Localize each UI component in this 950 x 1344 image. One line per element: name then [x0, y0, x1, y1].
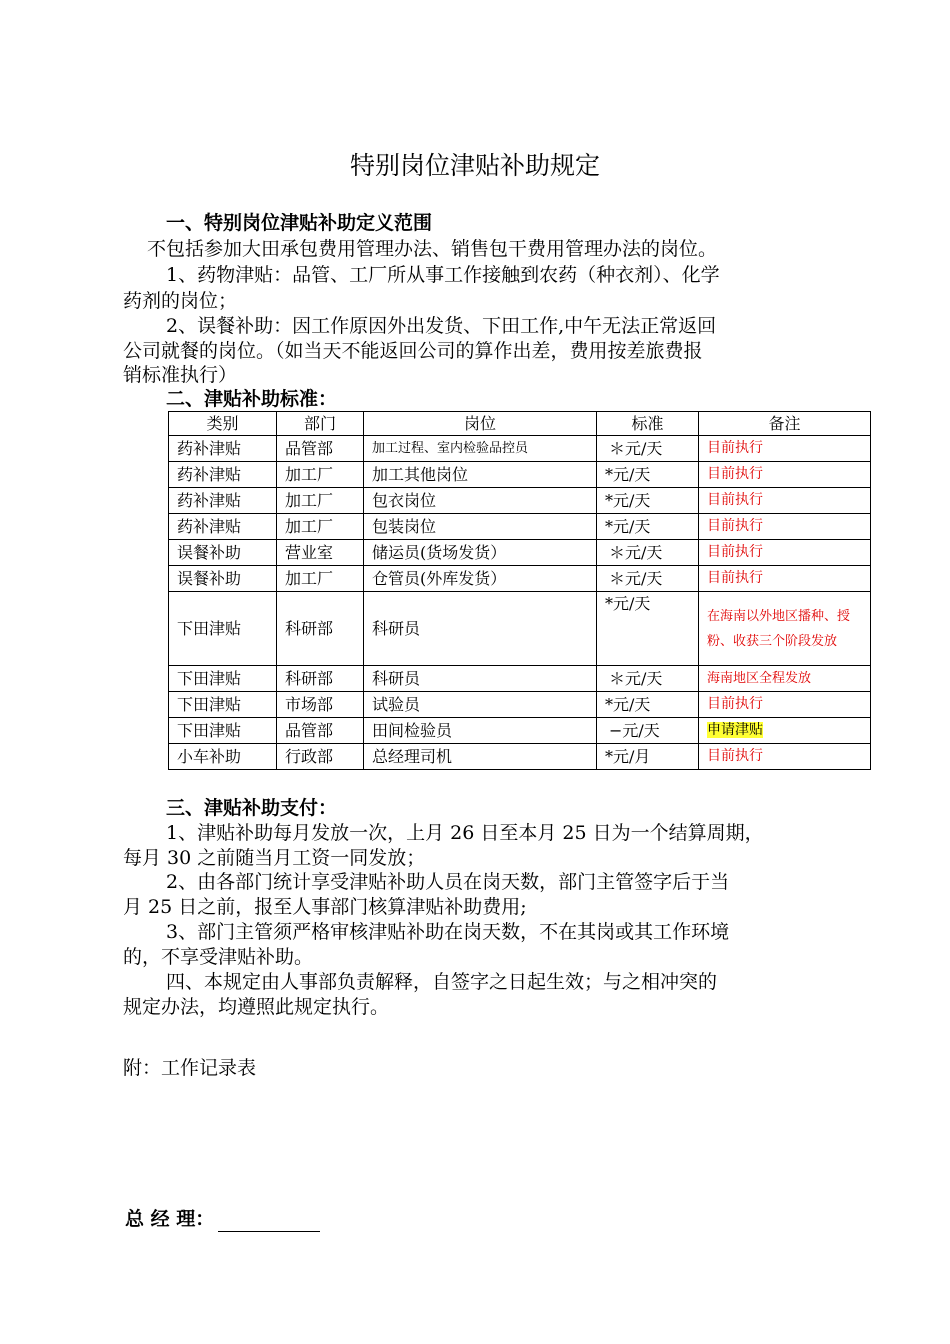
cell-standard: −元/天 [597, 718, 699, 744]
cell-remark: 目前执行 [699, 744, 871, 770]
cell-position: 加工其他岗位 [364, 462, 597, 488]
header-remark: 备注 [699, 412, 871, 436]
header-standard: 标准 [597, 412, 699, 436]
cell-department: 品管部 [277, 436, 364, 462]
appendix-note: 附：工作记录表 [123, 1057, 257, 1079]
cell-standard: *元/天 [597, 692, 699, 718]
section1-item2-line2: 公司就餐的岗位。（如当天不能返回公司的算作出差，费用按差旅费报 [123, 340, 703, 362]
section3-item3-line1: 3、部门主管须严格审核津贴补助在岗天数，不在其岗或其工作环境 [166, 921, 730, 943]
section3-item2-line2: 月 25 日之前，报至人事部门核算津贴补助费用; [123, 896, 527, 918]
cell-remark: 在海南以外地区播种、授粉、收获三个阶段发放 [699, 592, 871, 666]
cell-standard: *元/天 [597, 462, 699, 488]
cell-category: 下田津贴 [169, 718, 277, 744]
cell-department: 加工厂 [277, 488, 364, 514]
table-row [169, 566, 871, 592]
signature-label: 总 经 理： [125, 1208, 215, 1230]
highlighted-remark: 申请津贴 [707, 722, 763, 738]
cell-department: 加工厂 [277, 462, 364, 488]
table-row [169, 514, 871, 540]
cell-position: 储运员(货场发货） [364, 540, 597, 566]
page-title: 特别岗位津贴补助规定 [349, 151, 600, 180]
cell-remark: 目前执行 [699, 488, 871, 514]
cell-remark: 海南地区全程发放 [699, 666, 871, 692]
cell-remark: 目前执行 [699, 566, 871, 592]
signature-line [125, 1206, 320, 1232]
section1-item1-line2: 药剂的岗位； [123, 290, 238, 312]
cell-category: 药补津贴 [169, 436, 277, 462]
cell-remark: 目前执行 [699, 436, 871, 462]
cell-department: 市场部 [277, 692, 364, 718]
table-row [169, 592, 871, 666]
cell-category: 药补津贴 [169, 514, 277, 540]
cell-position: 科研员 [364, 592, 597, 666]
cell-department: 科研部 [277, 592, 364, 666]
cell-position: 加工过程、室内检验品控员 [364, 436, 597, 462]
cell-category: 下田津贴 [169, 692, 277, 718]
section1-item2-line3: 销标准执行） [123, 364, 238, 386]
cell-position: 田间检验员 [364, 718, 597, 744]
header-department: 部门 [277, 412, 364, 436]
cell-department: 营业室 [277, 540, 364, 566]
section3-item1-line1: 1、津贴补助每月发放一次，上月 26 日至本月 25 日为一个结算周期， [166, 822, 764, 844]
cell-department: 加工厂 [277, 566, 364, 592]
section1-intro: 不包括参加大田承包费用管理办法、销售包干费用管理办法的岗位。 [147, 238, 718, 260]
table-row [169, 488, 871, 514]
cell-standard: ＊元/天 [597, 436, 699, 462]
section3-item1-line2: 每月 30 之前随当月工资一同发放； [123, 847, 426, 869]
section1-heading: 一、特别岗位津贴补助定义范围 [166, 212, 433, 234]
table-header-row [169, 412, 871, 436]
cell-position: 科研员 [364, 666, 597, 692]
cell-position: 试验员 [364, 692, 597, 718]
cell-category: 误餐补助 [169, 566, 277, 592]
cell-department: 品管部 [277, 718, 364, 744]
section3-item2-line1: 2、由各部门统计享受津贴补助人员在岗天数，部门主管签字后于当 [166, 871, 730, 893]
table-row [169, 462, 871, 488]
table-row [169, 540, 871, 566]
cell-category: 下田津贴 [169, 592, 277, 666]
cell-department: 科研部 [277, 666, 364, 692]
table-row [169, 718, 871, 744]
section1-item1-line1: 1、药物津贴：品管、工厂所从事工作接触到农药（种衣剂）、化学 [166, 264, 720, 286]
cell-standard: *元/天 [597, 514, 699, 540]
cell-position: 包装岗位 [364, 514, 597, 540]
cell-category: 药补津贴 [169, 462, 277, 488]
cell-remark: 目前执行 [699, 462, 871, 488]
section3-heading: 三、津贴补助支付： [166, 797, 338, 819]
cell-standard: *元/天 [597, 592, 699, 666]
cell-department: 加工厂 [277, 514, 364, 540]
cell-remark: 目前执行 [699, 692, 871, 718]
cell-position: 总经理司机 [364, 744, 597, 770]
cell-standard: ＊元/天 [597, 666, 699, 692]
cell-standard: *元/天 [597, 488, 699, 514]
signature-blank [218, 1211, 320, 1232]
table-row [169, 744, 871, 770]
cell-department: 行政部 [277, 744, 364, 770]
cell-position: 包衣岗位 [364, 488, 597, 514]
section1-item2-line1: 2、误餐补助：因工作原因外出发货、下田工作,中午无法正常返回 [166, 315, 717, 337]
table-row [169, 436, 871, 462]
cell-category: 药补津贴 [169, 488, 277, 514]
cell-category: 小车补助 [169, 744, 277, 770]
cell-category: 误餐补助 [169, 540, 277, 566]
cell-standard: ＊元/天 [597, 566, 699, 592]
cell-remark [699, 718, 871, 744]
cell-standard: *元/月 [597, 744, 699, 770]
section4-line2: 规定办法，均遵照此规定执行。 [123, 996, 390, 1018]
table-row [169, 692, 871, 718]
header-position: 岗位 [364, 412, 597, 436]
cell-remark: 目前执行 [699, 540, 871, 566]
table-row [169, 666, 871, 692]
header-category: 类别 [169, 412, 277, 436]
allowance-table [168, 411, 871, 770]
cell-standard: ＊元/天 [597, 540, 699, 566]
section4-line1: 四、本规定由人事部负责解释，自签字之日起生效；与之相冲突的 [166, 971, 718, 993]
cell-remark: 目前执行 [699, 514, 871, 540]
section3-item3-line2: 的，不享受津贴补助。 [123, 946, 314, 968]
section2-heading: 二、津贴补助标准： [166, 388, 338, 410]
cell-position: 仓管员(外库发货） [364, 566, 597, 592]
cell-category: 下田津贴 [169, 666, 277, 692]
